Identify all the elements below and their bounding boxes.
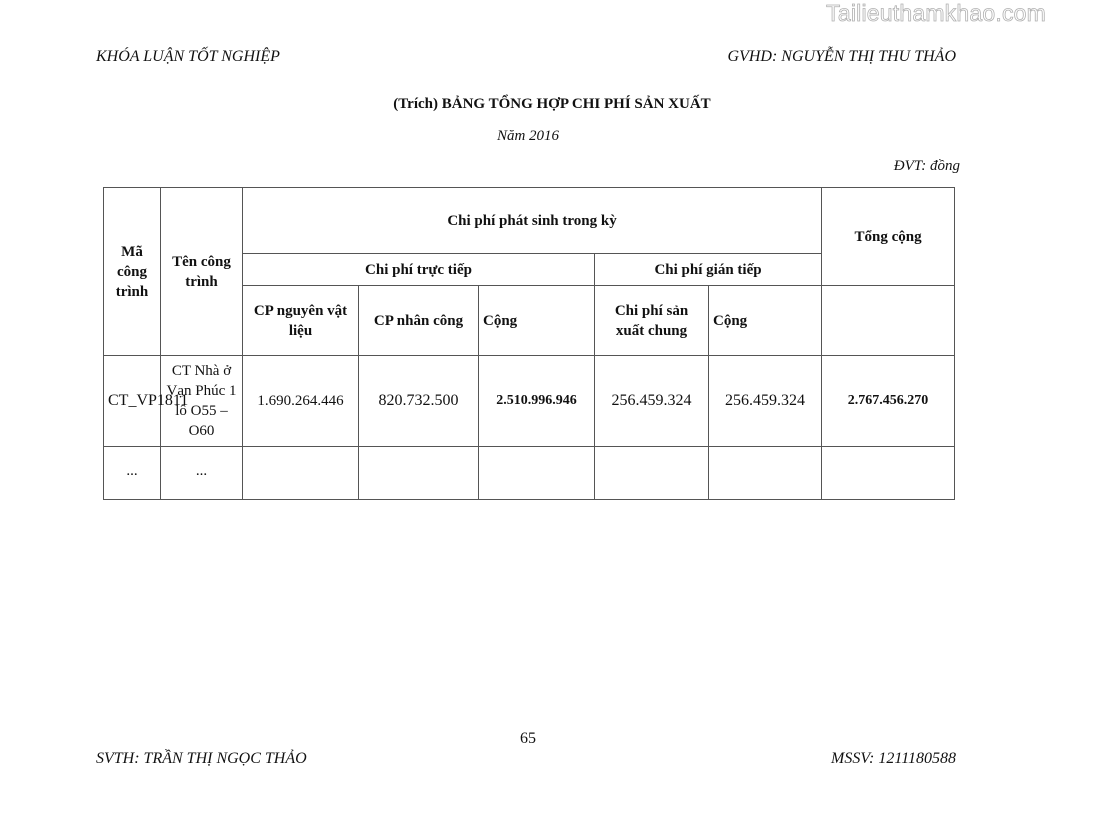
cell-san-xuat-chung: 256.459.324 [595, 356, 709, 447]
cell-empty [359, 447, 479, 500]
header-chi-phi-san-xuat-chung: Chi phí sản xuất chung [595, 286, 709, 356]
header-empty-cell [822, 286, 955, 356]
cell-ma-cong-trinh: ... [104, 447, 161, 500]
cost-summary-table [103, 187, 955, 500]
header-cp-nhan-cong: CP nhân công [359, 286, 479, 356]
cell-empty [479, 447, 595, 500]
header-cong-truc-tiep: Cộng [479, 286, 595, 356]
cell-tong-cong: 2.767.456.270 [822, 356, 955, 447]
unit-label: ĐVT: đồng [893, 158, 960, 174]
cell-empty [822, 447, 955, 500]
header-supervisor: GVHD: NGUYỄN THỊ THU THẢO [727, 48, 956, 65]
cell-nhan-cong: 820.732.500 [359, 356, 479, 447]
cell-nguyen-vat-lieu: 1.690.264.446 [243, 356, 359, 447]
header-ten-cong-trinh: Tên công trình [161, 188, 243, 356]
cell-empty [709, 447, 822, 500]
cell-ten-cong-trinh: ... [161, 447, 243, 500]
document-subtitle: Năm 2016 [496, 128, 560, 144]
header-thesis-label: KHÓA LUẬN TỐT NGHIỆP [96, 48, 280, 65]
cell-ten-cong-trinh: CT Nhà ở Vạn Phúc 1 lô O55 – O60 [161, 356, 243, 447]
header-cp-nguyen-vat-lieu: CP nguyên vật liệu [243, 286, 359, 356]
header-chi-phi-phat-sinh: Chi phí phát sinh trong kỳ [243, 188, 822, 254]
watermark: Tailieuthamkhao.com [826, 0, 1046, 26]
header-ma-cong-trinh: Mã công trình [104, 188, 161, 356]
table-row [104, 447, 955, 500]
table-row [104, 356, 955, 447]
footer-student-id: MSSV: 1211180588 [830, 750, 956, 767]
header-chi-phi-truc-tiep: Chi phí trực tiếp [243, 254, 595, 286]
cell-cong-truc-tiep: 2.510.996.946 [479, 356, 595, 447]
footer-student: SVTH: TRẦN THỊ NGỌC THẢO [96, 750, 307, 767]
header-tong-cong: Tổng cộng [822, 188, 955, 286]
header-cong-gian-tiep: Cộng [709, 286, 822, 356]
cell-ma-cong-trinh: CT_VP1811 [104, 356, 161, 447]
cell-cong-gian-tiep: 256.459.324 [709, 356, 822, 447]
header-row-1 [104, 188, 955, 254]
header-chi-phi-gian-tiep: Chi phí gián tiếp [595, 254, 822, 286]
page-number: 65 [520, 730, 536, 747]
document-title: (Trích) BẢNG TỔNG HỢP CHI PHÍ SẢN XUẤT [393, 96, 711, 112]
cell-empty [243, 447, 359, 500]
cell-empty [595, 447, 709, 500]
